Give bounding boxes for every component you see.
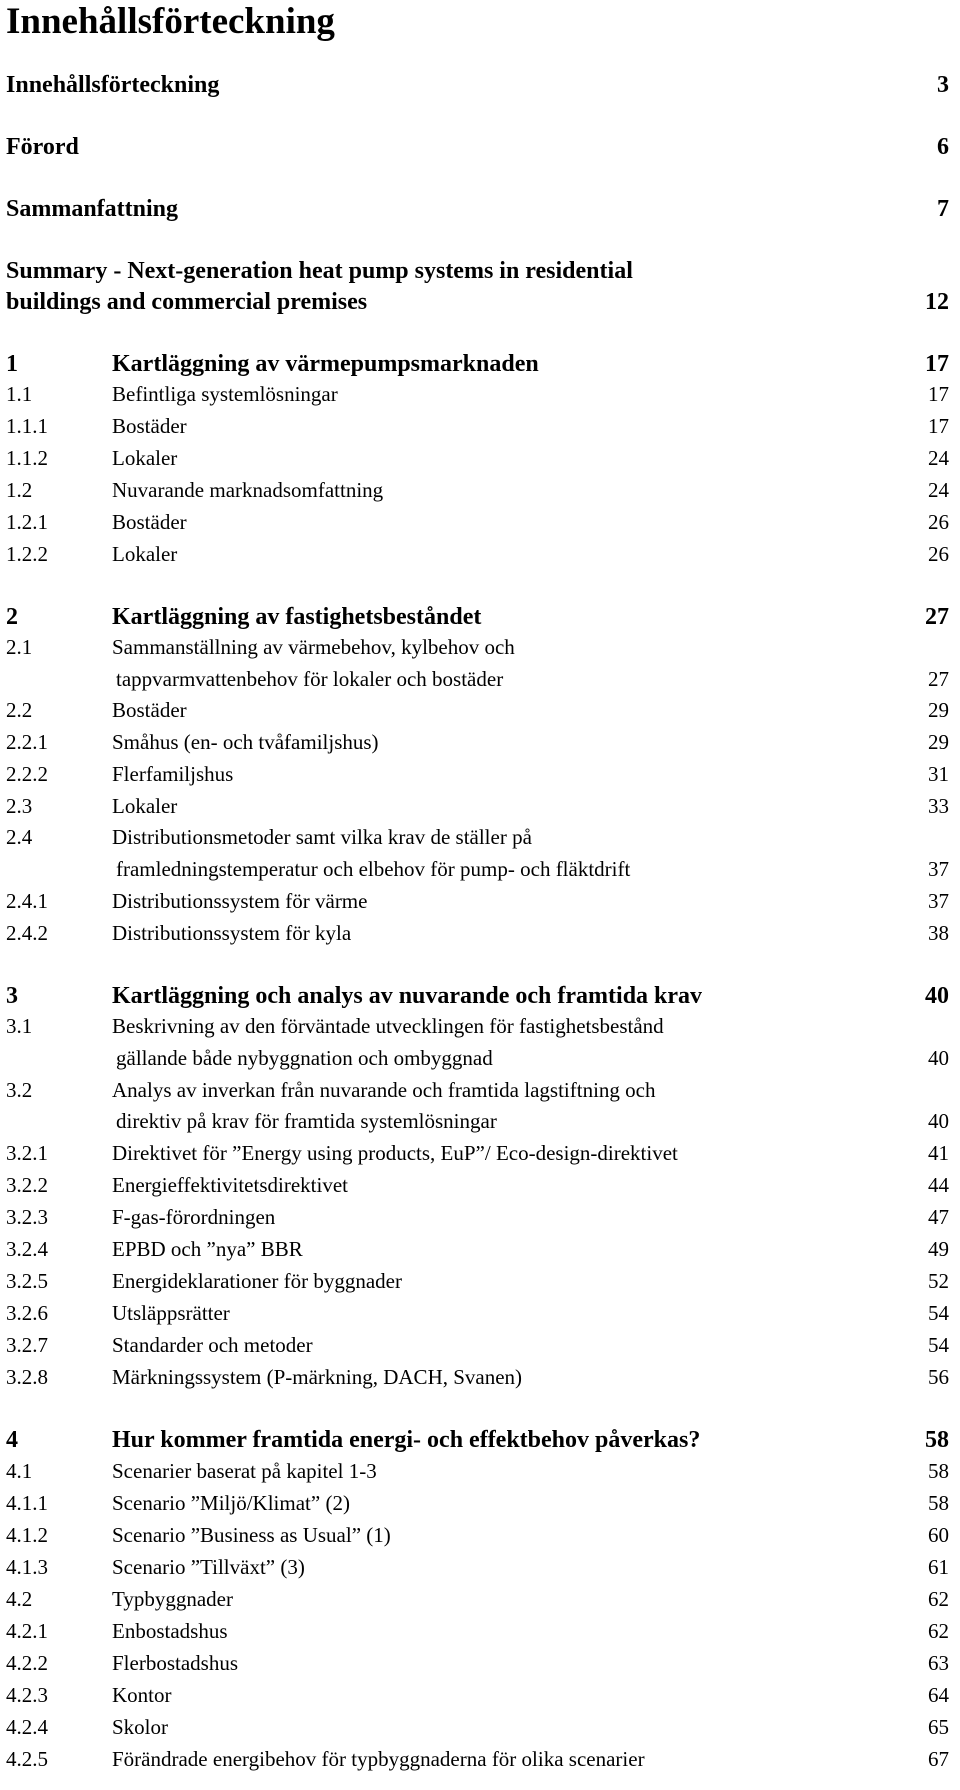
toc-entry-page: 60 xyxy=(928,1523,949,1547)
toc-entry xyxy=(0,510,960,542)
toc-entry-page: 62 xyxy=(928,1587,949,1611)
toc-entry xyxy=(0,921,960,953)
toc-entry xyxy=(0,1491,960,1523)
toc-entry-number: 2.4.1 xyxy=(6,889,48,913)
toc-entry-page: 12 xyxy=(925,289,949,315)
toc-entry xyxy=(0,414,960,446)
toc-entry-title: Scenario ”Tillväxt” (3) xyxy=(112,1555,305,1579)
toc-entry-number: 3.2.3 xyxy=(6,1205,48,1229)
toc-entry xyxy=(0,1205,960,1237)
toc-entry-number: 2 xyxy=(6,604,18,630)
toc-entry xyxy=(0,478,960,510)
toc-entry xyxy=(0,72,960,104)
toc-entry-page: 37 xyxy=(928,857,949,881)
toc-entry-title: Förord xyxy=(6,134,79,160)
toc-entry-title: Distributionssystem för kyla xyxy=(112,921,352,945)
toc-entry xyxy=(0,1046,960,1078)
toc-entry-title: Distributionsmetoder samt vilka krav de ställer på xyxy=(112,825,532,849)
toc-entry-title: Kartläggning och analys av nuvarande och framtida krav xyxy=(112,983,703,1009)
toc-entry-number: 1.2.1 xyxy=(6,510,48,534)
toc-entry-page: 41 xyxy=(928,1141,949,1165)
toc-entry-page: 7 xyxy=(937,196,949,222)
toc-entry-number: 3.2.7 xyxy=(6,1333,48,1357)
toc-entry xyxy=(0,857,960,889)
toc-entry-page: 24 xyxy=(928,478,949,502)
toc-entry-page: 27 xyxy=(925,604,949,630)
toc-entry-page: 61 xyxy=(928,1555,949,1579)
toc-entry xyxy=(0,730,960,762)
toc-entry-page: 63 xyxy=(928,1651,949,1675)
toc-entry-title: Flerbostadshus xyxy=(112,1651,238,1675)
toc-entry-title: Sammanställning av värmebehov, kylbehov och xyxy=(112,635,515,659)
toc-entry xyxy=(0,446,960,478)
toc-entry-number: 4.2 xyxy=(6,1587,33,1611)
toc-entry-number: 4.2.3 xyxy=(6,1683,48,1707)
toc-entry-title: Standarder och metoder xyxy=(112,1333,313,1357)
toc-entry-title: Enbostadshus xyxy=(112,1619,228,1643)
toc-entry-title: Förändrade energibehov för typbyggnaderna för olika scenarier xyxy=(112,1747,645,1771)
toc-entry-title: gällande både nybyggnation och ombyggnad xyxy=(116,1046,493,1070)
toc-entry-number: 3.2.6 xyxy=(6,1301,48,1325)
toc-entry-page: 58 xyxy=(928,1459,949,1483)
toc-entry-page: 26 xyxy=(928,542,949,566)
toc-entry-page: 54 xyxy=(928,1301,949,1325)
toc-entry-title: Kontor xyxy=(112,1683,172,1707)
toc-entry-title: Direktivet för ”Energy using products, EuP”/ Eco-design-direktivet xyxy=(112,1141,678,1165)
toc-entry-page: 37 xyxy=(928,889,949,913)
toc-entry-title: Energideklarationer för byggnader xyxy=(112,1269,402,1293)
toc-entry-number: 2.2.1 xyxy=(6,730,48,754)
toc-entry xyxy=(0,351,960,383)
toc-entry xyxy=(0,762,960,794)
toc-entry xyxy=(0,258,960,290)
toc-entry-title: Scenario ”Miljö/Klimat” (2) xyxy=(112,1491,350,1515)
toc-entry xyxy=(0,889,960,921)
toc-entry xyxy=(0,1014,960,1046)
toc-entry xyxy=(0,983,960,1015)
toc-entry-title: Lokaler xyxy=(112,542,178,566)
toc-entry-number: 3.2.5 xyxy=(6,1269,48,1293)
toc-entry-page: 24 xyxy=(928,446,949,470)
toc-entry xyxy=(0,604,960,636)
toc-entry-number: 1.1 xyxy=(6,382,33,406)
toc-entry-title: tappvarmvattenbehov för lokaler och bostäder xyxy=(116,667,504,691)
toc-entry-title: framledningstemperatur och elbehov för pump- och fläktdrift xyxy=(116,857,631,881)
toc-entry-title: Befintliga systemlösningar xyxy=(112,382,338,406)
toc-entry xyxy=(0,1427,960,1459)
toc-entry-page: 38 xyxy=(928,921,949,945)
toc-entry-title: Kartläggning av fastighetsbeståndet xyxy=(112,604,482,630)
toc-entry-number: 4.1.2 xyxy=(6,1523,48,1547)
toc-entry-page: 52 xyxy=(928,1269,949,1293)
toc-entry-number: 3.2 xyxy=(6,1078,33,1102)
toc-entry-page: 64 xyxy=(928,1683,949,1707)
toc-entry-page: 44 xyxy=(928,1173,949,1197)
toc-entry-page: 62 xyxy=(928,1619,949,1643)
toc-entry-page: 31 xyxy=(928,762,949,786)
toc-entry xyxy=(0,134,960,166)
toc-entry xyxy=(0,1301,960,1333)
toc-entry-title: Lokaler xyxy=(112,446,178,470)
toc-entry-number: 1.2.2 xyxy=(6,542,48,566)
toc-entry-page: 54 xyxy=(928,1333,949,1357)
toc-entry-title: Småhus (en- och tvåfamiljshus) xyxy=(112,730,379,754)
toc-entry-page: 67 xyxy=(928,1747,949,1771)
toc-entry-title: Beskrivning av den förväntade utvecklingen för fastighetsbestånd xyxy=(112,1014,664,1038)
toc-entry-title: buildings and commercial premises xyxy=(6,289,368,315)
toc-entry-title: EPBD och ”nya” BBR xyxy=(112,1237,303,1261)
toc-entry xyxy=(0,1141,960,1173)
toc-entry-page: 3 xyxy=(937,72,949,98)
toc-entry-title: Skolor xyxy=(112,1715,169,1739)
toc-entry xyxy=(0,382,960,414)
toc-entry-number: 1.2 xyxy=(6,478,33,502)
toc-entry-page: 17 xyxy=(928,414,949,438)
toc-entry xyxy=(0,1109,960,1141)
toc-entry-page: 17 xyxy=(925,351,949,377)
toc-entry-number: 4.1.3 xyxy=(6,1555,48,1579)
toc-entry-number: 2.1 xyxy=(6,635,33,659)
toc-entry xyxy=(0,1269,960,1301)
toc-entry xyxy=(0,825,960,857)
toc-entry-page: 6 xyxy=(937,134,949,160)
toc-entry xyxy=(0,1619,960,1651)
page-title: Innehållsförteckning xyxy=(6,1,335,42)
toc-entry xyxy=(0,1365,960,1397)
toc-entry-title: direktiv på krav för framtida systemlösningar xyxy=(116,1109,497,1133)
toc-entry-page: 17 xyxy=(928,382,949,406)
toc-entry xyxy=(0,1173,960,1205)
toc-entry-number: 3.2.2 xyxy=(6,1173,48,1197)
toc-entry-title: Lokaler xyxy=(112,794,178,818)
toc-entry-title: Summary - Next-generation heat pump systems in residential xyxy=(6,258,633,284)
toc-entry-title: Innehållsförteckning xyxy=(6,72,220,98)
toc-entry-number: 3.2.1 xyxy=(6,1141,48,1165)
toc-entry-title: Scenarier baserat på kapitel 1-3 xyxy=(112,1459,377,1483)
toc-entry-title: F-gas-förordningen xyxy=(112,1205,276,1229)
toc-entry xyxy=(0,1237,960,1269)
toc-entry-number: 2.2 xyxy=(6,698,33,722)
toc-entry-title: Scenario ”Business as Usual” (1) xyxy=(112,1523,391,1547)
toc-entry-page: 58 xyxy=(925,1427,949,1453)
toc-entry-title: Utsläppsrätter xyxy=(112,1301,230,1325)
toc-entry-number: 3.2.4 xyxy=(6,1237,48,1261)
toc-entry xyxy=(0,1683,960,1715)
toc-entry xyxy=(0,635,960,667)
toc-entry xyxy=(0,1333,960,1365)
toc-entry xyxy=(0,196,960,228)
toc-entry xyxy=(0,1555,960,1587)
toc-entry-number: 4.2.2 xyxy=(6,1651,48,1675)
toc-entry xyxy=(0,698,960,730)
toc-entry-title: Typbyggnader xyxy=(112,1587,233,1611)
toc-entry xyxy=(0,1459,960,1491)
toc-entry-number: 2.4.2 xyxy=(6,921,48,945)
toc-entry-number: 1.1.2 xyxy=(6,446,48,470)
toc-entry xyxy=(0,1747,960,1779)
toc-entry-number: 4.1.1 xyxy=(6,1491,48,1515)
toc-entry-title: Märkningssystem (P-märkning, DACH, Svanen) xyxy=(112,1365,523,1389)
toc-entry xyxy=(0,542,960,574)
toc-entry-page: 40 xyxy=(925,983,949,1009)
toc-entry-title: Flerfamiljshus xyxy=(112,762,234,786)
toc-entry xyxy=(0,1651,960,1683)
toc-entry-title: Energieffektivitetsdirektivet xyxy=(112,1173,348,1197)
toc-entry xyxy=(0,1523,960,1555)
toc-entry-number: 4.1 xyxy=(6,1459,33,1483)
toc-entry-page: 33 xyxy=(928,794,949,818)
toc-entry xyxy=(0,1587,960,1619)
toc-entry-number: 3 xyxy=(6,983,18,1009)
toc-entry-number: 1.1.1 xyxy=(6,414,48,438)
toc-entry-number: 2.3 xyxy=(6,794,33,818)
toc-entry-number: 4.2.1 xyxy=(6,1619,48,1643)
toc-entry-page: 29 xyxy=(928,698,949,722)
toc-entry-title: Nuvarande marknadsomfattning xyxy=(112,478,384,502)
toc-entry-page: 58 xyxy=(928,1491,949,1515)
toc-entry-title: Bostäder xyxy=(112,414,187,438)
toc-entry-title: Distributionssystem för värme xyxy=(112,889,368,913)
toc-entry-title: Analys av inverkan från nuvarande och framtida lagstiftning och xyxy=(112,1078,656,1102)
toc-entry-page: 40 xyxy=(928,1046,949,1070)
toc-entry-page: 27 xyxy=(928,667,949,691)
toc-entry-title: Bostäder xyxy=(112,510,187,534)
toc-entry-number: 3.1 xyxy=(6,1014,33,1038)
toc-entry-page: 65 xyxy=(928,1715,949,1739)
toc-entry-title: Kartläggning av värmepumpsmarknaden xyxy=(112,351,539,377)
toc-entry-title: Bostäder xyxy=(112,698,187,722)
toc-entry-number: 3.2.8 xyxy=(6,1365,48,1389)
toc-entry-title: Hur kommer framtida energi- och effektbehov påverkas? xyxy=(112,1427,701,1453)
toc-entry-number: 2.4 xyxy=(6,825,33,849)
toc-entry-page: 47 xyxy=(928,1205,949,1229)
toc-entry-page: 49 xyxy=(928,1237,949,1261)
toc-entry-title: Sammanfattning xyxy=(6,196,179,222)
toc-entry xyxy=(0,794,960,826)
toc-entry-number: 1 xyxy=(6,351,18,377)
toc-entry-page: 56 xyxy=(928,1365,949,1389)
toc-entry-page: 29 xyxy=(928,730,949,754)
toc-entry xyxy=(0,1078,960,1110)
toc-entry-number: 2.2.2 xyxy=(6,762,48,786)
toc-entry-number: 4 xyxy=(6,1427,18,1453)
toc-entry-number: 4.2.5 xyxy=(6,1747,48,1771)
toc-entry xyxy=(0,667,960,699)
toc-entry-number: 4.2.4 xyxy=(6,1715,48,1739)
toc-entry xyxy=(0,1715,960,1747)
toc-entry-page: 26 xyxy=(928,510,949,534)
toc-entry-page: 40 xyxy=(928,1109,949,1133)
toc-entry xyxy=(0,289,960,321)
